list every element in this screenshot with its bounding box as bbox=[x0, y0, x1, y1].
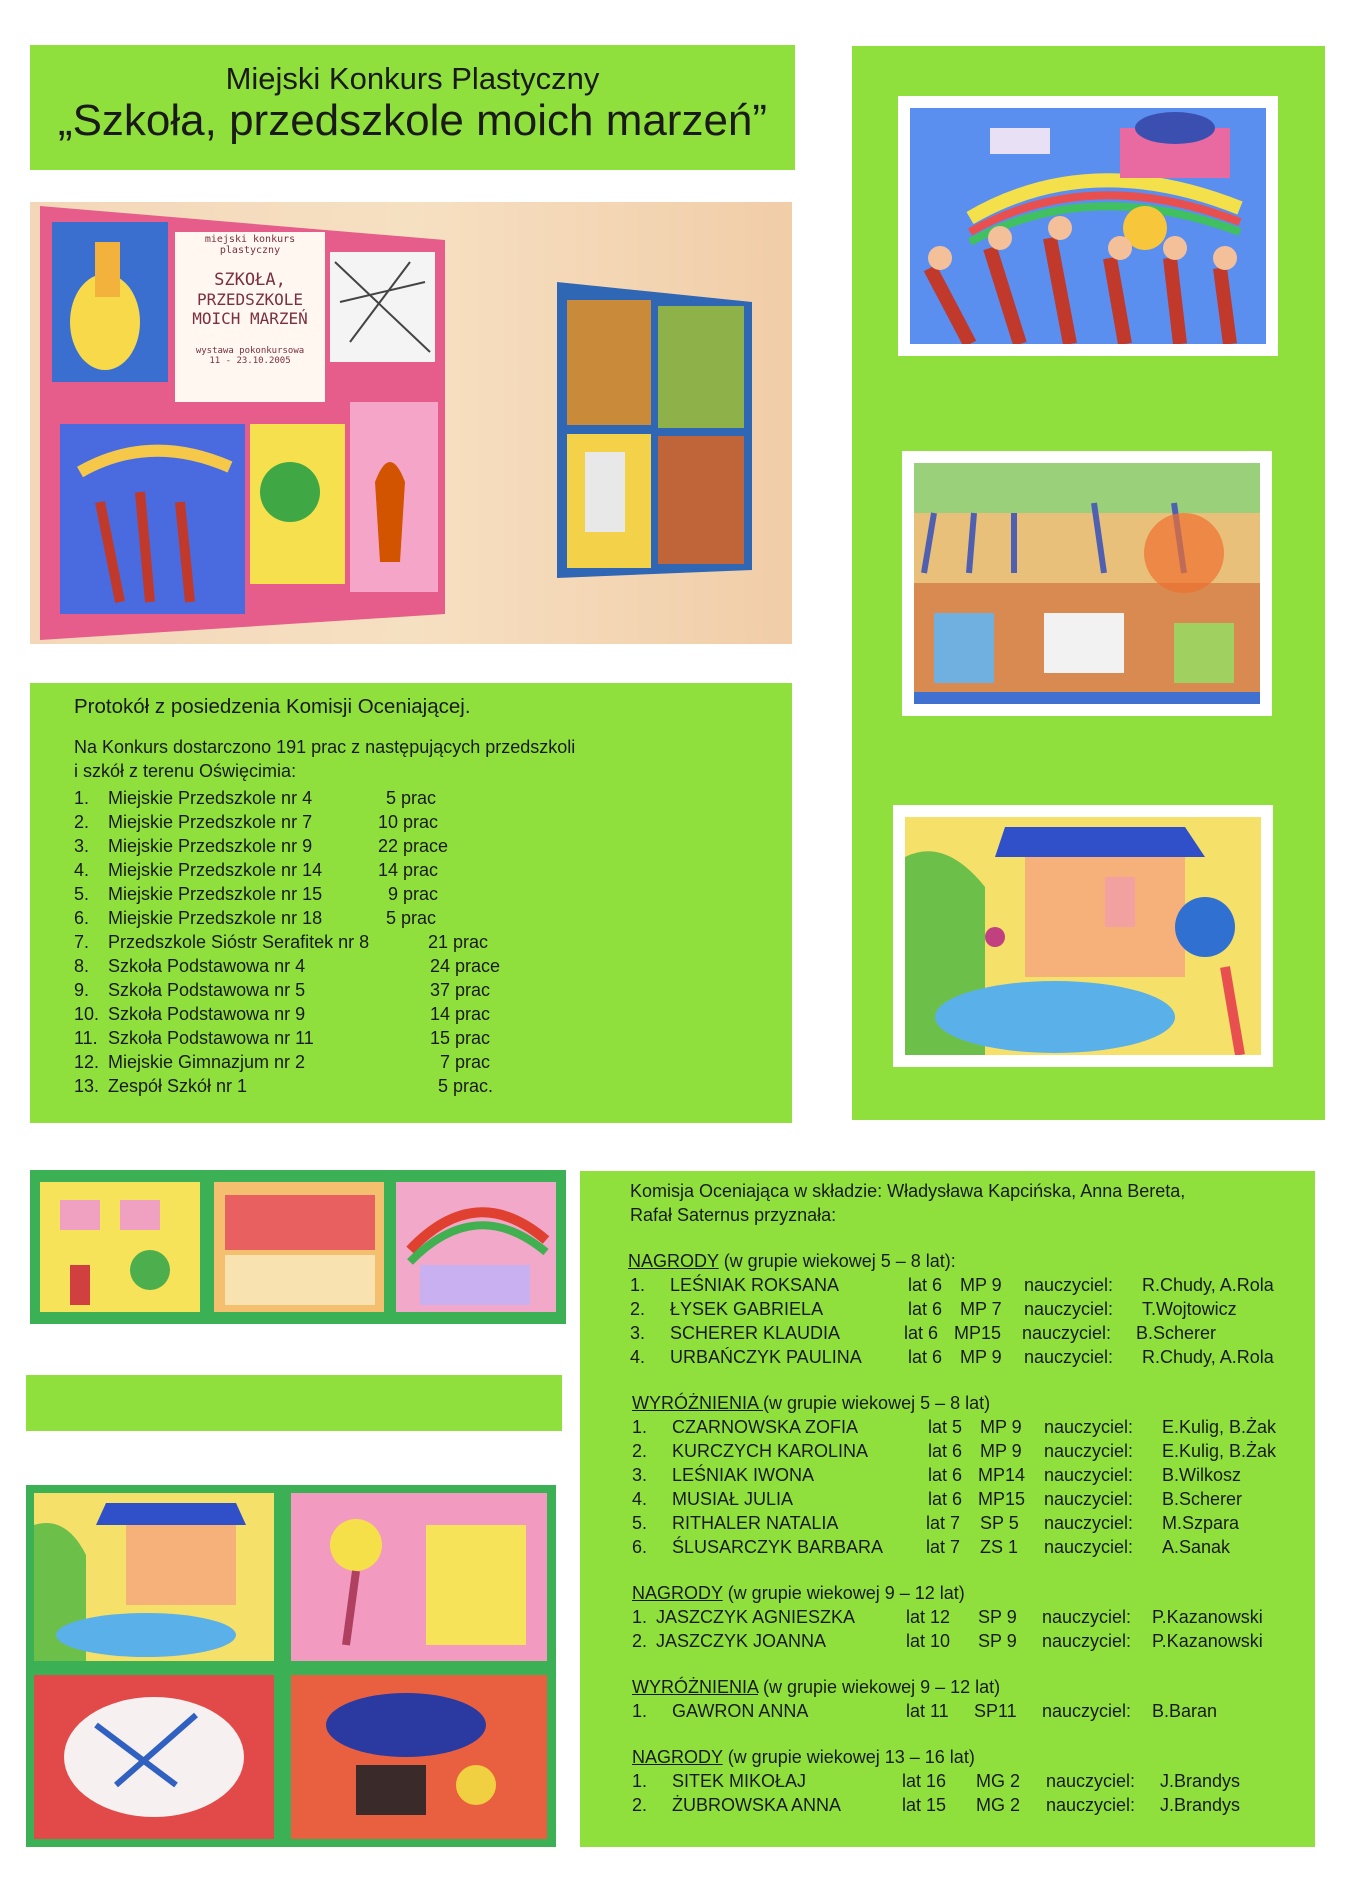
award-name: LEŚNIAK IWONA bbox=[672, 1465, 815, 1485]
award-row bbox=[580, 1323, 1315, 1347]
award-age: lat 6 bbox=[908, 1347, 943, 1367]
award-number: 2. bbox=[630, 1299, 646, 1319]
artworks-collage-images bbox=[26, 1485, 556, 1847]
item-number: 5. bbox=[74, 884, 90, 904]
award-teacher: P.Kazanowski bbox=[1152, 1631, 1263, 1651]
list-item bbox=[74, 906, 437, 930]
award-row bbox=[580, 1489, 1315, 1513]
award-number: 1. bbox=[630, 1275, 646, 1295]
item-name: Szkoła Podstawowa nr 4 bbox=[108, 956, 306, 976]
teacher-label: nauczyciel: bbox=[1042, 1701, 1132, 1721]
item-count: 5 prac. bbox=[438, 1076, 494, 1096]
item-name: Miejskie Gimnazjum nr 2 bbox=[108, 1052, 306, 1072]
teacher-label: nauczyciel: bbox=[1044, 1441, 1134, 1461]
award-teacher: B.Scherer bbox=[1162, 1489, 1243, 1509]
award-name: ŚLUSARCZYK BARBARA bbox=[672, 1537, 884, 1557]
award-number: 2. bbox=[632, 1795, 648, 1815]
award-teacher: E.Kulig, B.Żak bbox=[1162, 1417, 1277, 1437]
teacher-label: nauczyciel: bbox=[1044, 1513, 1134, 1533]
award-number: 3. bbox=[632, 1465, 648, 1485]
teacher-label: nauczyciel: bbox=[1044, 1417, 1134, 1437]
item-number: 9. bbox=[74, 980, 90, 1000]
section-label: WYRÓŻNIENIA bbox=[632, 1393, 764, 1413]
award-teacher: T.Wojtowicz bbox=[1142, 1299, 1237, 1319]
artwork-school-interior bbox=[914, 463, 1260, 704]
item-count: 7 prac bbox=[440, 1052, 491, 1072]
section-label: NAGRODY bbox=[632, 1747, 723, 1767]
teacher-label: nauczyciel: bbox=[1044, 1489, 1134, 1509]
teacher-label: nauczyciel: bbox=[1024, 1347, 1114, 1367]
teacher-label: nauczyciel: bbox=[1042, 1631, 1132, 1651]
artwork-frame bbox=[902, 451, 1272, 716]
item-number: 2. bbox=[74, 812, 90, 832]
item-count: 14 prac bbox=[378, 860, 439, 880]
results-panel bbox=[580, 1171, 1315, 1847]
item-name: Przedszkole Sióstr Serafitek nr 8 bbox=[108, 932, 370, 952]
award-age: lat 12 bbox=[906, 1607, 951, 1627]
item-name: Miejskie Przedszkole nr 4 bbox=[108, 788, 313, 808]
item-name: Miejskie Przedszkole nr 14 bbox=[108, 860, 323, 880]
title-banner bbox=[30, 45, 795, 170]
award-age: lat 6 bbox=[908, 1299, 943, 1319]
award-school: SP 5 bbox=[980, 1513, 1019, 1533]
item-number: 4. bbox=[74, 860, 90, 880]
list-item bbox=[74, 930, 489, 954]
award-name: ŻUBROWSKA ANNA bbox=[672, 1795, 842, 1815]
award-row bbox=[580, 1631, 1315, 1655]
award-age: lat 11 bbox=[906, 1701, 949, 1721]
award-number: 2. bbox=[632, 1631, 648, 1651]
section-label: NAGRODY bbox=[628, 1251, 719, 1271]
award-name: JASZCZYK AGNIESZKA bbox=[656, 1607, 856, 1627]
teacher-label: nauczyciel: bbox=[1042, 1607, 1132, 1627]
award-number: 4. bbox=[630, 1347, 646, 1367]
teacher-label: nauczyciel: bbox=[1044, 1537, 1134, 1557]
list-item bbox=[74, 882, 439, 906]
item-count: 5 prac bbox=[386, 908, 437, 928]
artworks-strip-images bbox=[30, 1170, 566, 1324]
award-number: 5. bbox=[632, 1513, 648, 1533]
award-age: lat 6 bbox=[904, 1323, 939, 1343]
item-count: 21 prac bbox=[428, 932, 489, 952]
list-item bbox=[74, 1002, 491, 1026]
award-school: SP 9 bbox=[978, 1631, 1017, 1651]
award-teacher: M.Szpara bbox=[1162, 1513, 1240, 1533]
award-school: MG 2 bbox=[976, 1795, 1021, 1815]
award-name: JASZCZYK JOANNA bbox=[656, 1631, 827, 1651]
award-teacher: R.Chudy, A.Rola bbox=[1142, 1347, 1274, 1367]
award-age: lat 6 bbox=[928, 1465, 963, 1485]
award-teacher: J.Brandys bbox=[1160, 1795, 1241, 1815]
item-number: 11. bbox=[74, 1028, 98, 1048]
contest-subtitle: „Szkoła, przedszkole moich marzeń” bbox=[57, 96, 768, 146]
award-row bbox=[580, 1347, 1315, 1371]
section-heading bbox=[632, 1747, 975, 1768]
contest-title: Miejski Konkurs Plastyczny bbox=[225, 61, 600, 96]
teacher-label: nauczyciel: bbox=[1022, 1323, 1112, 1343]
results-intro-line: Rafał Saternus przyznała: bbox=[630, 1205, 837, 1225]
intro-line: i szkół z terenu Oświęcimia: bbox=[74, 761, 297, 781]
award-row bbox=[580, 1275, 1315, 1299]
poster-line: SZKOŁA, bbox=[214, 270, 286, 290]
item-number: 6. bbox=[74, 908, 90, 928]
award-school: MP 7 bbox=[960, 1299, 1002, 1319]
award-number: 1. bbox=[632, 1607, 648, 1627]
section-group: (w grupie wiekowej 9 – 12 lat) bbox=[758, 1677, 1001, 1697]
artworks-strip bbox=[30, 1170, 566, 1324]
poster-line: MOICH MARZEŃ bbox=[192, 309, 308, 328]
award-teacher: E.Kulig, B.Żak bbox=[1162, 1441, 1277, 1461]
award-teacher: P.Kazanowski bbox=[1152, 1607, 1263, 1627]
award-age: lat 6 bbox=[908, 1275, 943, 1295]
award-school: MP15 bbox=[954, 1323, 1002, 1343]
award-number: 6. bbox=[632, 1537, 648, 1557]
award-name: ŁYSEK GABRIELA bbox=[670, 1299, 824, 1319]
section-heading bbox=[632, 1677, 1000, 1698]
award-number: 1. bbox=[632, 1771, 648, 1791]
item-name: Zespół Szkół nr 1 bbox=[108, 1076, 248, 1096]
award-school: MG 2 bbox=[976, 1771, 1021, 1791]
list-item bbox=[74, 1050, 491, 1074]
item-name: Miejskie Przedszkole nr 15 bbox=[108, 884, 323, 904]
award-school: MP 9 bbox=[960, 1275, 1002, 1295]
item-number: 1. bbox=[74, 788, 90, 808]
artwork-frame bbox=[893, 805, 1273, 1067]
item-name: Szkoła Podstawowa nr 11 bbox=[108, 1028, 314, 1048]
award-age: lat 7 bbox=[926, 1513, 961, 1533]
award-name: KURCZYCH KAROLINA bbox=[672, 1441, 869, 1461]
item-name: Miejskie Przedszkole nr 9 bbox=[108, 836, 313, 856]
poster-line: 11 - 23.10.2005 bbox=[209, 356, 291, 366]
poster-line: PRZEDSZKOLE bbox=[197, 290, 303, 309]
award-name: LEŚNIAK ROKSANA bbox=[670, 1275, 840, 1295]
artwork-frame bbox=[898, 96, 1278, 356]
teacher-label: nauczyciel: bbox=[1024, 1275, 1114, 1295]
list-item bbox=[74, 786, 437, 810]
exhibition-poster bbox=[175, 234, 325, 366]
award-age: lat 15 bbox=[902, 1795, 947, 1815]
item-number: 10. bbox=[74, 1004, 100, 1024]
award-row bbox=[580, 1465, 1315, 1489]
list-item bbox=[74, 858, 439, 882]
award-number: 1. bbox=[632, 1701, 648, 1721]
item-name: Miejskie Przedszkole nr 7 bbox=[108, 812, 313, 832]
exhibition-photo bbox=[30, 202, 792, 644]
item-count: 37 prac bbox=[430, 980, 491, 1000]
award-teacher: J.Brandys bbox=[1160, 1771, 1241, 1791]
item-name: Szkoła Podstawowa nr 5 bbox=[108, 980, 306, 1000]
award-row bbox=[580, 1299, 1315, 1323]
award-name: RITHALER NATALIA bbox=[672, 1513, 839, 1533]
item-number: 3. bbox=[74, 836, 90, 856]
award-school: MP15 bbox=[978, 1489, 1026, 1509]
list-item bbox=[74, 1074, 494, 1098]
award-name: SCHERER KLAUDIA bbox=[670, 1323, 841, 1343]
award-row bbox=[580, 1607, 1315, 1631]
section-group: (w grupie wiekowej 9 – 12 lat) bbox=[722, 1583, 965, 1603]
section-label: WYRÓŻNIENIA bbox=[632, 1677, 759, 1697]
list-item bbox=[74, 954, 501, 978]
item-count: 14 prac bbox=[430, 1004, 491, 1024]
award-row bbox=[580, 1701, 1315, 1725]
section-group: (w grupie wiekowej 5 – 8 lat) bbox=[763, 1393, 991, 1413]
award-row bbox=[580, 1513, 1315, 1537]
award-age: lat 6 bbox=[928, 1441, 963, 1461]
artwork-dream-school bbox=[905, 817, 1261, 1055]
section-group: (w grupie wiekowej 13 – 16 lat) bbox=[722, 1747, 975, 1767]
artworks-column bbox=[852, 46, 1325, 1120]
award-row bbox=[580, 1795, 1315, 1819]
item-number: 13. bbox=[74, 1076, 100, 1096]
item-count: 15 prac bbox=[430, 1028, 491, 1048]
award-name: URBAŃCZYK PAULINA bbox=[670, 1347, 862, 1367]
award-age: lat 6 bbox=[928, 1489, 963, 1509]
award-school: ZS 1 bbox=[980, 1537, 1019, 1557]
artwork-children-circle bbox=[910, 108, 1266, 344]
award-number: 4. bbox=[632, 1489, 648, 1509]
award-row bbox=[580, 1537, 1315, 1561]
award-age: lat 7 bbox=[926, 1537, 961, 1557]
item-number: 7. bbox=[74, 932, 90, 952]
section-group: (w grupie wiekowej 5 – 8 lat): bbox=[718, 1251, 956, 1271]
teacher-label: nauczyciel: bbox=[1046, 1771, 1136, 1791]
award-age: lat 5 bbox=[928, 1417, 963, 1437]
award-number: 3. bbox=[630, 1323, 646, 1343]
award-row bbox=[580, 1771, 1315, 1795]
award-number: 1. bbox=[632, 1417, 648, 1437]
empty-green-bar bbox=[26, 1375, 562, 1431]
section-heading bbox=[632, 1583, 965, 1604]
award-school: SP11 bbox=[974, 1701, 1017, 1721]
item-name: Miejskie Przedszkole nr 18 bbox=[108, 908, 323, 928]
award-name: CZARNOWSKA ZOFIA bbox=[672, 1417, 859, 1437]
award-school: MP14 bbox=[978, 1465, 1026, 1485]
award-row bbox=[580, 1441, 1315, 1465]
teacher-label: nauczyciel: bbox=[1024, 1299, 1114, 1319]
award-teacher: B.Scherer bbox=[1136, 1323, 1217, 1343]
award-number: 2. bbox=[632, 1441, 648, 1461]
item-count: 22 prace bbox=[378, 836, 449, 856]
protocol-panel bbox=[30, 683, 792, 1123]
award-school: MP 9 bbox=[980, 1441, 1022, 1461]
item-number: 8. bbox=[74, 956, 90, 976]
protocol-heading: Protokół z posiedzenia Komisji Oceniającej. bbox=[74, 695, 471, 718]
item-number: 12. bbox=[74, 1052, 100, 1072]
intro-line: Na Konkurs dostarczono 191 prac z następujących przedszkoli bbox=[74, 737, 576, 757]
item-count: 10 prac bbox=[378, 812, 439, 832]
teacher-label: nauczyciel: bbox=[1046, 1795, 1136, 1815]
award-name: GAWRON ANNA bbox=[672, 1701, 809, 1721]
list-item bbox=[74, 834, 449, 858]
schools-list bbox=[74, 786, 501, 1098]
award-row bbox=[580, 1417, 1315, 1441]
award-school: SP 9 bbox=[978, 1607, 1017, 1627]
results-intro-line: Komisja Oceniająca w składzie: Władysława Kapcińska, Anna Bereta, bbox=[630, 1181, 1186, 1201]
award-age: lat 10 bbox=[906, 1631, 951, 1651]
award-teacher: B.Wilkosz bbox=[1162, 1465, 1242, 1485]
item-count: 24 prace bbox=[430, 956, 501, 976]
list-item bbox=[74, 1026, 491, 1050]
item-count: 9 prac bbox=[388, 884, 439, 904]
item-count: 5 prac bbox=[386, 788, 437, 808]
poster-line: miejski konkurs plastyczny bbox=[204, 234, 296, 256]
award-name: MUSIAŁ JULIA bbox=[672, 1489, 794, 1509]
poster-line: wystawa pokonkursowa bbox=[195, 346, 305, 356]
list-item bbox=[74, 810, 439, 834]
artworks-collage bbox=[26, 1485, 556, 1847]
award-age: lat 16 bbox=[902, 1771, 947, 1791]
list-item bbox=[74, 978, 491, 1002]
section-label: NAGRODY bbox=[632, 1583, 723, 1603]
protocol-intro bbox=[74, 735, 575, 783]
award-school: MP 9 bbox=[980, 1417, 1022, 1437]
award-teacher: R.Chudy, A.Rola bbox=[1142, 1275, 1274, 1295]
section-heading bbox=[632, 1393, 990, 1414]
award-teacher: B.Baran bbox=[1152, 1701, 1218, 1721]
item-name: Szkoła Podstawowa nr 9 bbox=[108, 1004, 306, 1024]
teacher-label: nauczyciel: bbox=[1044, 1465, 1134, 1485]
award-school: MP 9 bbox=[960, 1347, 1002, 1367]
award-teacher: A.Sanak bbox=[1162, 1537, 1231, 1557]
section-heading bbox=[628, 1251, 956, 1272]
award-name: SITEK MIKOŁAJ bbox=[672, 1771, 807, 1791]
